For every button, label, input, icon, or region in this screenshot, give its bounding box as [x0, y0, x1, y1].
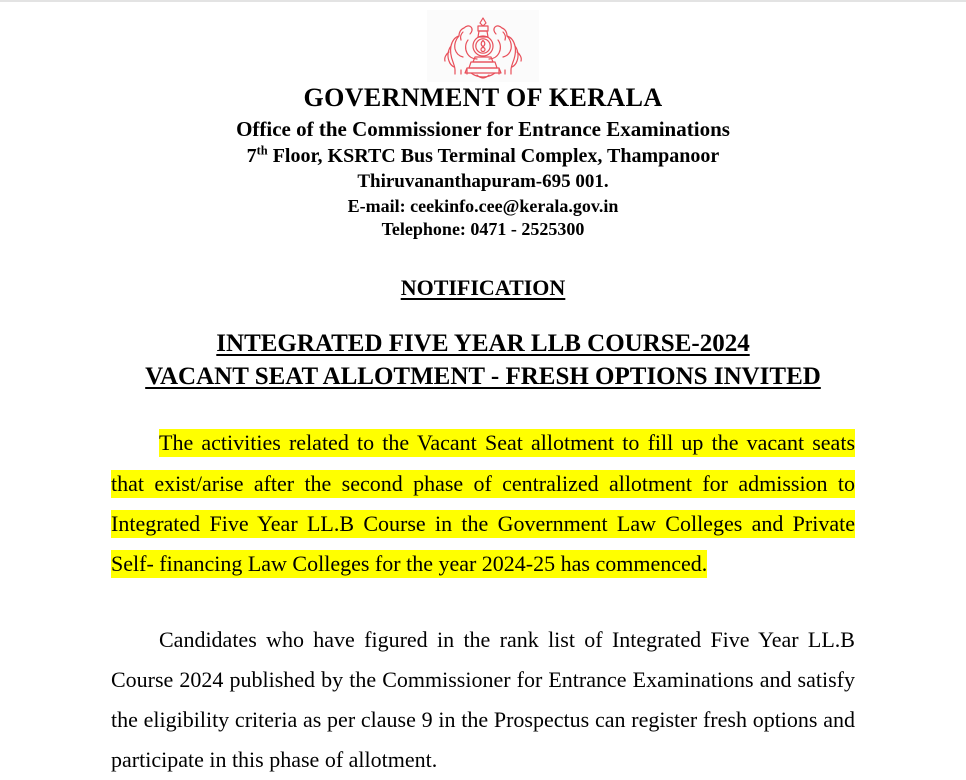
government-title: GOVERNMENT OF KERALA: [303, 83, 663, 112]
candidates-paragraph: Candidates who have figured in the rank list of Integrated Five Year LL.B Course 2024 published by the Commissioner for Entrance Examinations and satisfy the eligibility criteria as per clause 9 in the Prospectus can register fresh options and participate in this phase of allotment.: [111, 626, 855, 772]
contact-email: E-mail: ceekinfo.cee@kerala.gov.in: [347, 195, 619, 216]
course-title-line: INTEGRATED FIVE YEAR LLB COURSE-2024: [216, 330, 750, 358]
highlighted-paragraph: [111, 423, 855, 583]
address-street: Floor, KSRTC Bus Terminal Complex, Thampanoor: [267, 144, 720, 167]
notification-subject: [0, 327, 966, 393]
emblem-container: [0, 2, 966, 82]
floor-number: 7: [246, 144, 257, 167]
address-city-pin: Thiruvananthapuram-695 001.: [357, 170, 609, 192]
highlighted-text: The activities related to the Vacant Seat allotment to fill up the vacant seats that exist/arise after the second phase of centralized allotment for admission to Integrated Five Year LL.B Course in the Government Law Colleges and Private Self- financing Law Colleges for the year 2024-25 has commenced.: [111, 430, 855, 576]
kerala-state-emblem-icon: [427, 10, 539, 82]
floor-ordinal-suffix: th: [256, 142, 268, 157]
document-body: [111, 423, 855, 779]
notification-heading: NOTIFICATION: [400, 275, 566, 301]
address-floor-line: [0, 142, 966, 168]
subject-title-line: VACANT SEAT ALLOTMENT - FRESH OPTIONS INVITED: [145, 363, 821, 391]
office-title: Office of the Commissioner for Entrance Examinations: [236, 117, 730, 142]
contact-telephone: Telephone: 0471 - 2525300: [381, 218, 585, 239]
